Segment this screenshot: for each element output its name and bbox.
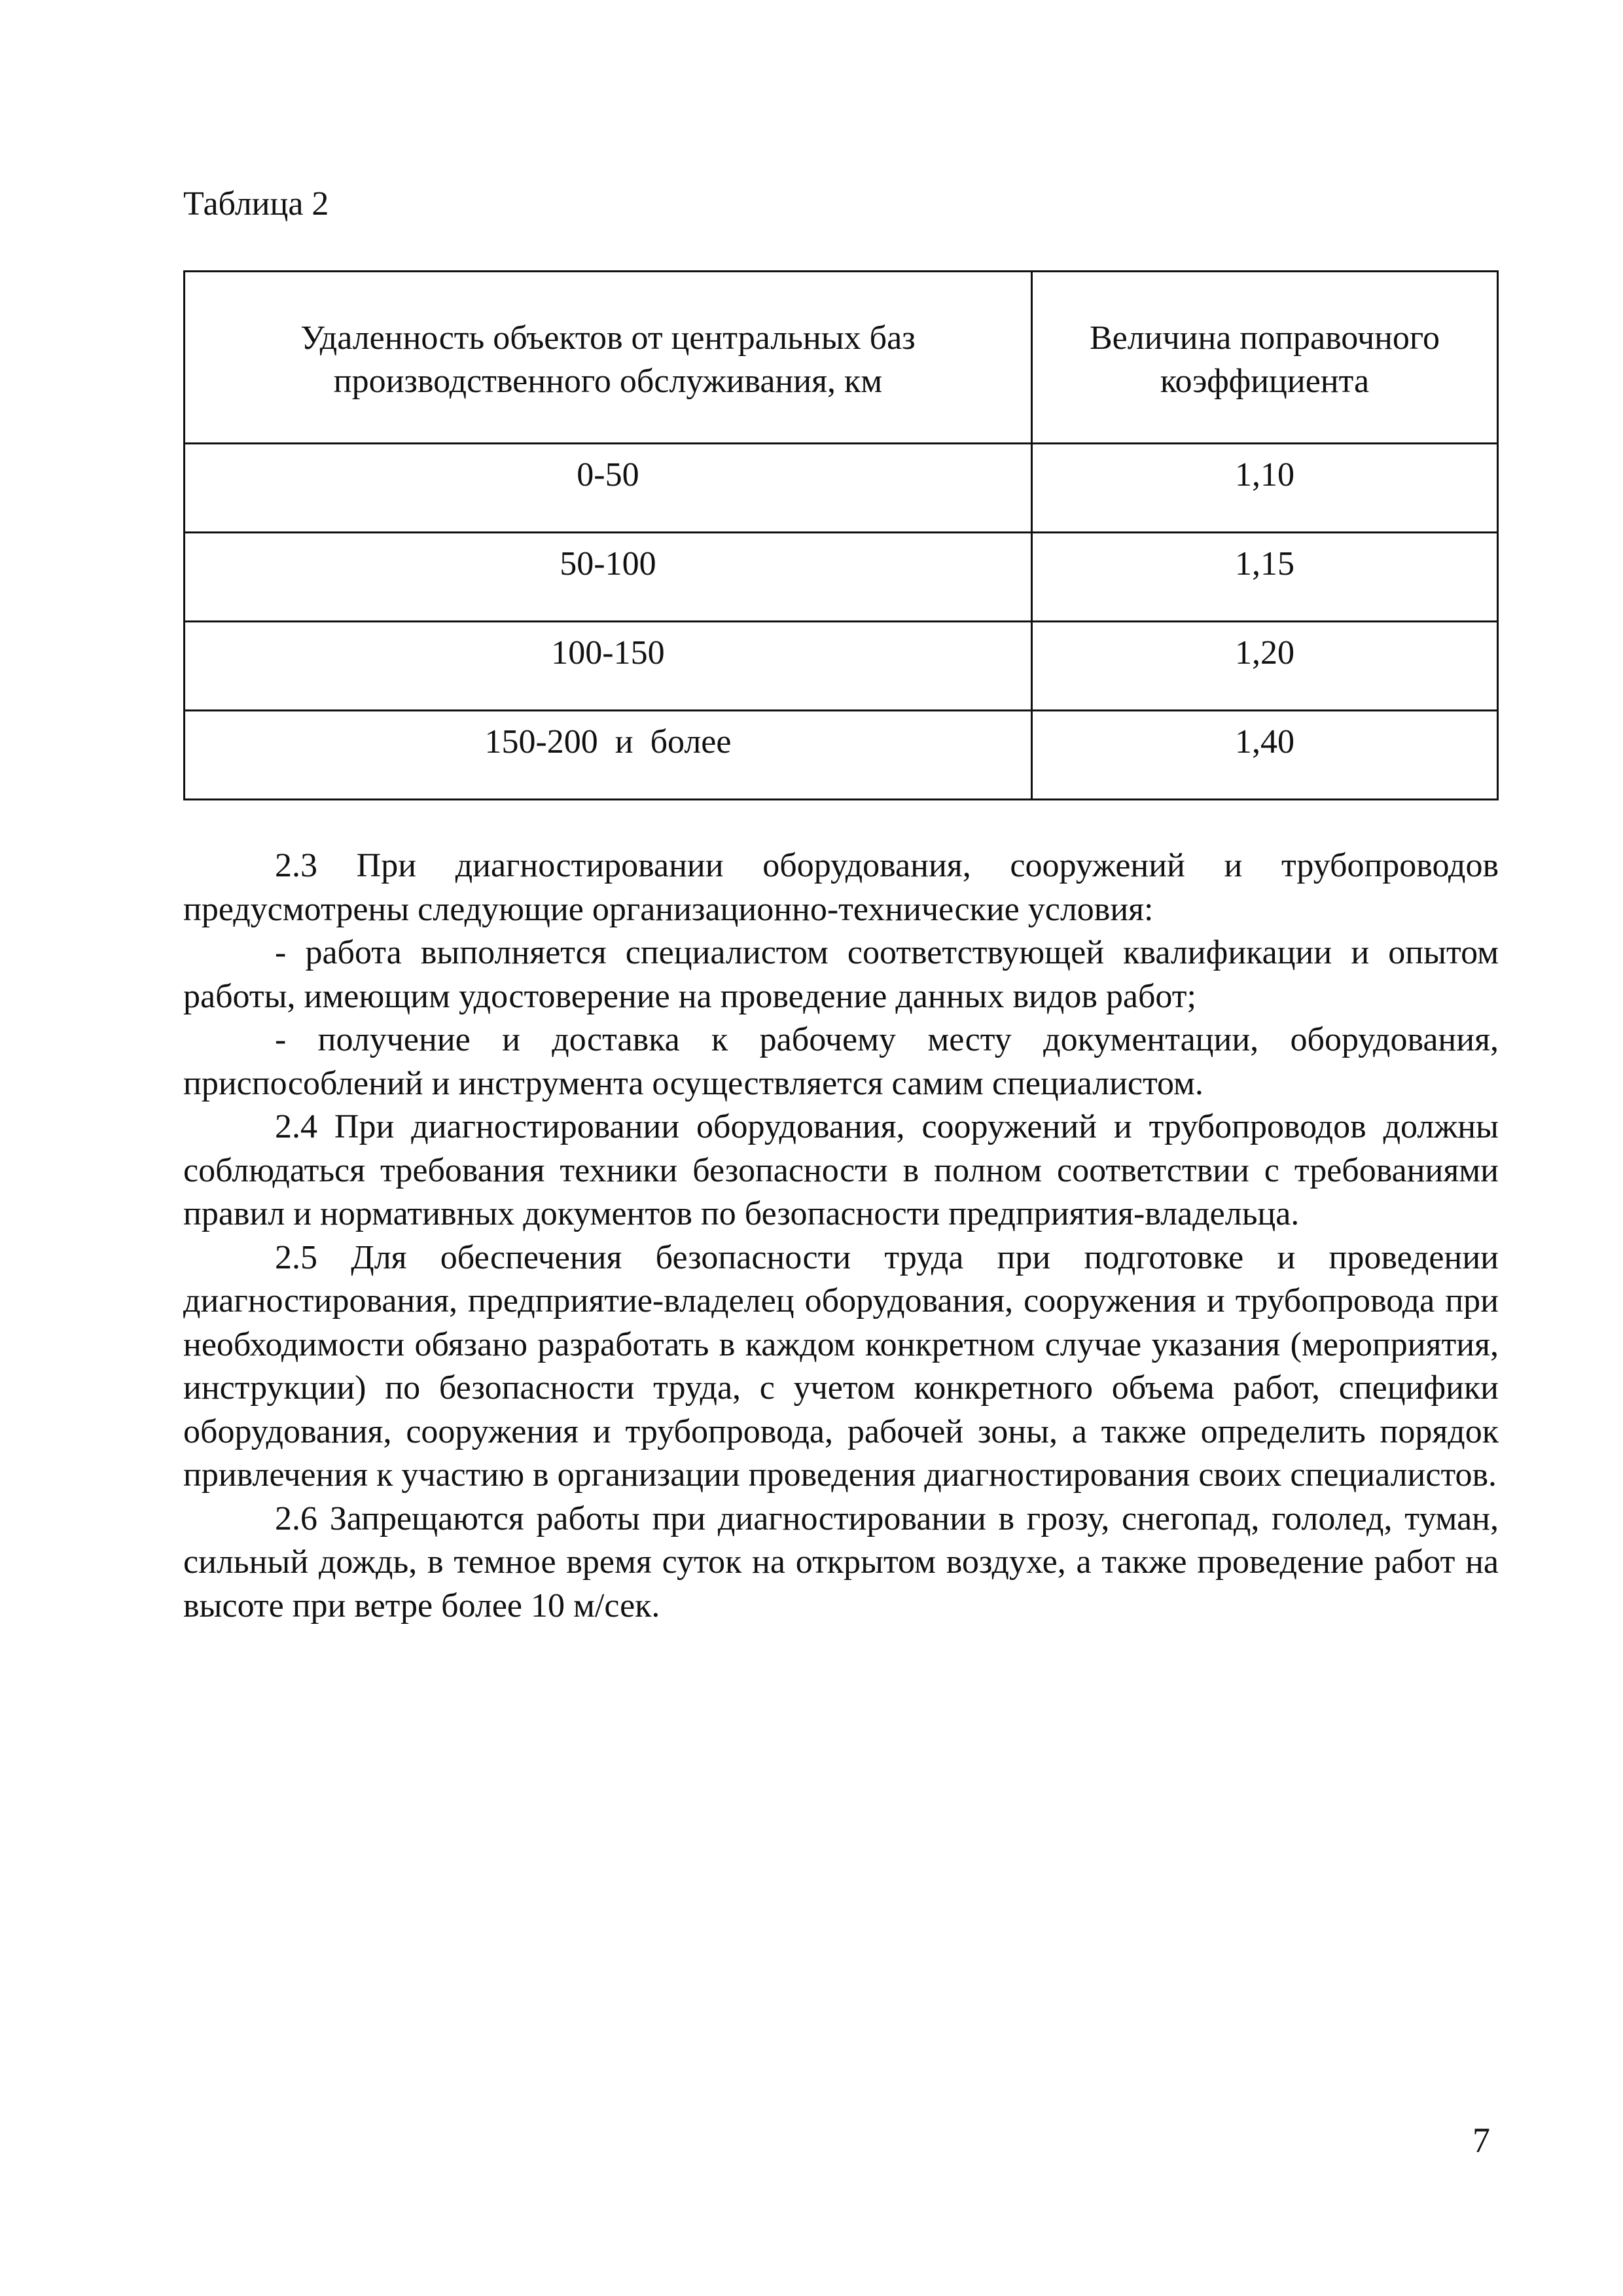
header-distance: Удаленность объектов от центральных баз производственного обслуживания, км bbox=[185, 272, 1032, 444]
page-number: 7 bbox=[1472, 2121, 1490, 2160]
cell-distance: 100-150 bbox=[185, 622, 1032, 711]
correction-coefficient-table bbox=[183, 270, 1499, 800]
table-row bbox=[185, 711, 1498, 800]
body-text bbox=[183, 844, 1499, 1628]
paragraph-2-6: 2.6 Запрещаются работы при диагностировании в грозу, снегопад, гололед, туман, сильный дождь, в темное время суток на открытом воздухе, а также проведение работ на высоте при ветре более 10 м/сек. bbox=[183, 1499, 1499, 1624]
header-coefficient: Величина поправочного коэффициента bbox=[1031, 272, 1497, 444]
cell-distance: 0-50 bbox=[185, 444, 1032, 533]
cell-distance: 150-200 и более bbox=[185, 711, 1032, 800]
paragraph-2-4: 2.4 При диагностировании оборудования, сооружений и трубопроводов должны соблюдаться требования техники безопасности в полном соответствии с требованиями правил и нормативных документов по безопасности предприятия-владельца. bbox=[183, 1108, 1499, 1232]
list-item-qualification: - работа выполняется специалистом соответствующей квалификации и опытом работы, имеющим удостоверение на проведение данных видов работ; bbox=[183, 934, 1499, 1015]
cell-coefficient: 1,40 bbox=[1031, 711, 1497, 800]
cell-coefficient: 1,20 bbox=[1031, 622, 1497, 711]
cell-distance: 50-100 bbox=[185, 533, 1032, 622]
table-row bbox=[185, 444, 1498, 533]
table-row bbox=[185, 533, 1498, 622]
list-item-delivery: - получение и доставка к рабочему месту документации, оборудования, приспособлений и инструмента осуществляется самим специалистом. bbox=[183, 1021, 1499, 1102]
table-caption: Таблица 2 bbox=[183, 185, 329, 223]
paragraph-2-3: 2.3 При диагностировании оборудования, сооружений и трубопроводов предусмотрены следующие организационно-технические условия: bbox=[183, 847, 1499, 928]
paragraph-2-5: 2.5 Для обеспечения безопасности труда при подготовке и проведении диагностирования, предприятие-владелец оборудования, сооружения и трубопровода при необходимости обязано разработать в каждом конкретном случае указания (мероприятия, инструкции) по безопасности труда, с учетом конкретного объема работ, специфики оборудования, сооружения и трубопровода, рабочей зоны, а также определить порядок привлечения к участию в организации проведения диагностирования своих специалистов. bbox=[183, 1238, 1499, 1494]
table-header-row bbox=[185, 272, 1498, 444]
cell-coefficient: 1,15 bbox=[1031, 533, 1497, 622]
cell-coefficient: 1,10 bbox=[1031, 444, 1497, 533]
table-row bbox=[185, 622, 1498, 711]
